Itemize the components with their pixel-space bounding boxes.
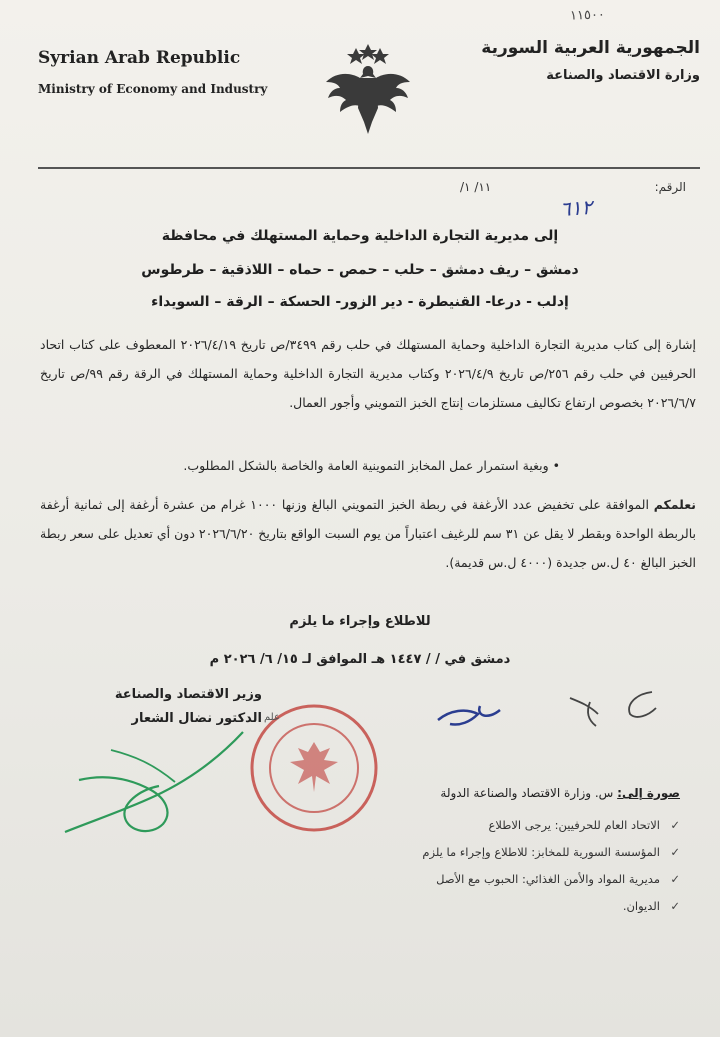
body-paragraph-2 bbox=[40, 490, 696, 577]
list-item bbox=[422, 839, 680, 866]
reference-label-text: الرقم: bbox=[654, 180, 686, 194]
body-paragraph-1: إشارة إلى كتاب مديرية التجارة الداخلية وحماية المستهلك في حلب رقم ٣٤٩٩/ص تاريخ ٢٠٢٦/٤/١٩ المعطوف على كتاب اتحاد الحرفيين في حلب رقم ٢٥٦/ص تاريخ ٢٠٢٦/٤/٩ وكتاب مديرية التجارة الداخلية وحماية المستهلك في الرقة رقم ٩٩/ص تاريخ ٢٠٢٦/٦/٧ بخصوص ارتفاع تكاليف مستلزمات إنتاج الخبز التمويني وأجور العمال. bbox=[40, 337, 696, 410]
addressee-line-3: إدلب - درعا- القنيطرة - دير الزور- الحسكة – الرقة – السويداء bbox=[151, 294, 569, 310]
country-name-ar: الجمهورية العربية السورية bbox=[481, 38, 700, 58]
country-name-en: Syrian Arab Republic bbox=[38, 48, 241, 68]
notify-word: نعلمكم bbox=[653, 497, 696, 512]
date-line: دمشق في / / ١٤٤٧ هـ الموافق لـ ١٥/ ٦/ ٢٠٢٦ م bbox=[209, 652, 511, 667]
cc-heading bbox=[440, 786, 680, 800]
cc-item-text: الاتحاد العام للحرفيين: يرجى الاطلاع bbox=[488, 818, 660, 832]
handwritten-initials-icon bbox=[430, 680, 690, 740]
list-item bbox=[422, 866, 680, 893]
addressee-line-1: إلى مديرية التجارة الداخلية وحماية المستهلك في محافظة bbox=[161, 228, 559, 244]
ministry-name-en: Ministry of Economy and Industry bbox=[38, 82, 268, 96]
list-item bbox=[422, 893, 680, 920]
reference-date: /١١/ ١ bbox=[460, 180, 492, 194]
ministry-name-ar: وزارة الاقتصاد والصناعة bbox=[546, 68, 700, 83]
cc-item-text: الديوان. bbox=[622, 899, 660, 913]
checkmark-icon: ✓ bbox=[670, 872, 680, 886]
cc-item-text: مديرية المواد والأمن الغذائي: الحبوب مع الأصل bbox=[436, 872, 660, 886]
bullet-text: وبغية استمرار عمل المخابز التموينية العامة والخاصة بالشكل المطلوب. bbox=[183, 458, 549, 473]
cc-heading-rest: س. وزارة الاقتصاد والصناعة الدولة bbox=[440, 786, 618, 800]
header-english bbox=[38, 48, 267, 96]
addressee-line-2: دمشق – ريف دمشق – حلب – حمص – حماه – اللاذقية – طرطوس bbox=[141, 262, 579, 278]
signatory-name: الدكتور نضال الشعار bbox=[131, 711, 262, 726]
signature-icon bbox=[55, 720, 265, 850]
header-arabic bbox=[481, 38, 700, 83]
paragraph-2-text: الموافقة على تخفيض عدد الأرغفة في ربطة الخبز التمويني البالغ وزنها ١٠٠٠ غرام من عشرة أرغفة إلى ثمانية أرغفة بالربطة الواحدة وبقطر لا يقل عن ٣١ سم للرغيف اعتباراً من يوم السبت الواقع بتاريخ ٢٠٢٦/٦/٢٠ دون أي تعديل على سعر ربطة الخبز البالغ ٤٠ ل.س جديدة (٤٠٠٠ ل.س قديمة). bbox=[40, 497, 696, 570]
reference-label bbox=[655, 180, 686, 194]
cc-item-text: المؤسسة السورية للمخابز: للاطلاع وإجراء ما يلزم bbox=[422, 845, 660, 859]
signatory-title: وزير الاقتصاد والصناعة bbox=[114, 687, 262, 702]
header-divider bbox=[38, 167, 700, 169]
cc-label: صورة إلى: bbox=[617, 786, 680, 800]
handwritten-top-ref: ١١٥٠٠ bbox=[569, 7, 606, 24]
body-bullet bbox=[40, 458, 560, 473]
list-item bbox=[422, 812, 680, 839]
closing-line: للاطلاع وإجراء ما يلزم bbox=[289, 614, 431, 629]
checkmark-icon: ✓ bbox=[670, 845, 680, 859]
handwritten-number: ٦١٢ bbox=[559, 194, 594, 222]
cc-list bbox=[422, 812, 680, 920]
checkmark-icon: ✓ bbox=[670, 818, 680, 832]
stamp-note: علم bbox=[264, 712, 280, 723]
eagle-emblem-icon bbox=[320, 42, 416, 138]
bullet-dot-icon: • bbox=[548, 458, 560, 473]
checkmark-icon: ✓ bbox=[670, 899, 680, 913]
